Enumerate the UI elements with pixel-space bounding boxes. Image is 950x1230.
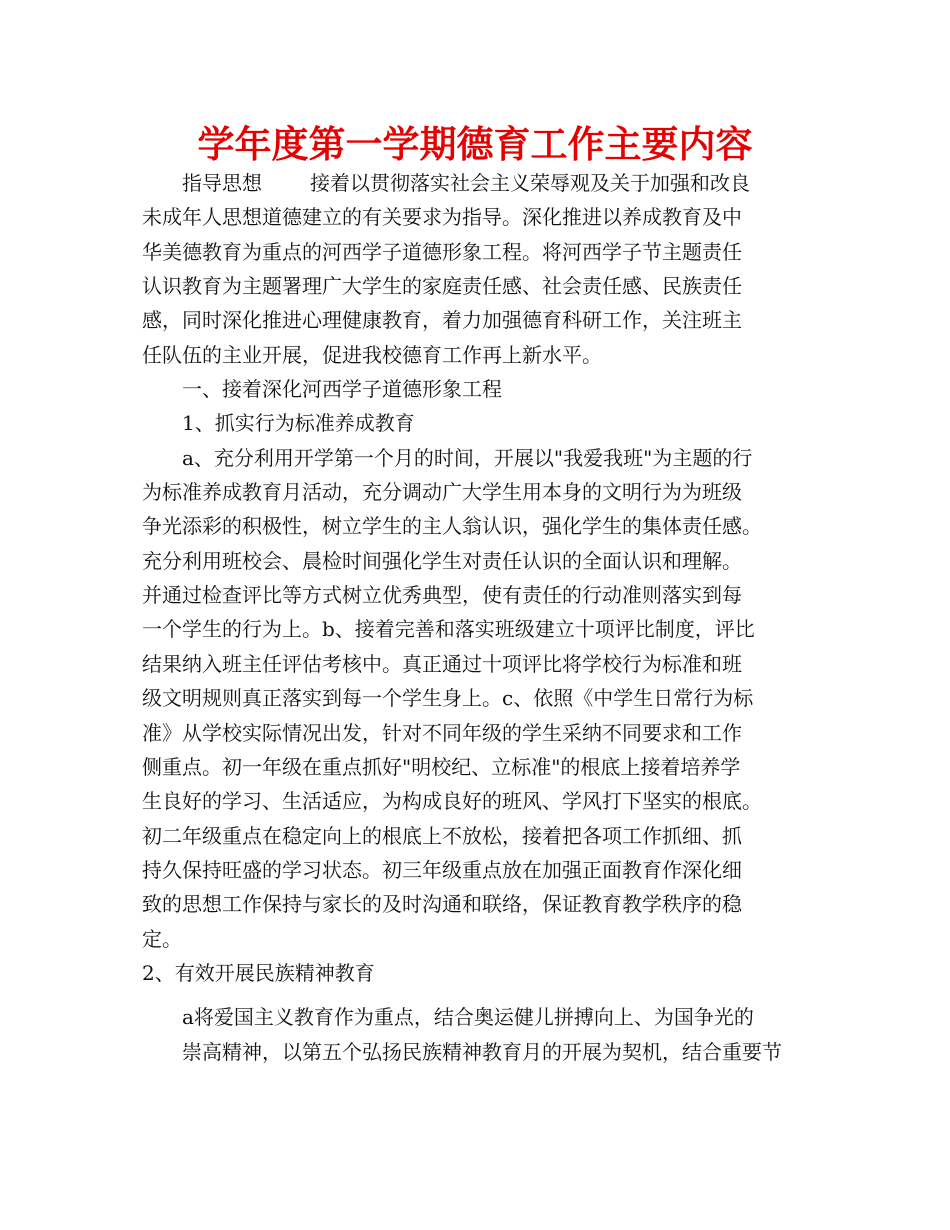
document-title: 学年度第一学期德育工作主要内容 [197, 123, 753, 166]
paragraph-line: 并通过检查评比等方式树立优秀典型，使有责任的行动准则落实到每 [142, 583, 742, 608]
subsection-heading: 1、抓实行为标准养成教育 [182, 411, 415, 436]
paragraph-line: 侧重点。初一年级在重点抓好"明校纪、立标准"的根底上接着培养学 [142, 754, 741, 779]
paragraph-line: 结果纳入班主任评估考核中。真正通过十项评比将学校行为标准和班 [142, 651, 742, 676]
guiding-thought-line [142, 166, 822, 200]
paragraph-line: 定。 [142, 926, 182, 951]
paragraph-line: 未成年人思想道德建立的有关要求为指导。深化推进以养成教育及中 [142, 205, 742, 230]
paragraph-line: 级文明规则真正落实到每一个学生身上。c、依照《中学生日常行为标 [142, 686, 754, 711]
paragraph-line: 准》从学校实际情况出发，针对不同年级的学生采纳不同要求和工作 [142, 720, 742, 745]
paragraph-line: 任队伍的主业开展，促进我校德育工作再上新水平。 [142, 342, 602, 367]
paragraph-line: 争光添彩的积极性，树立学生的主人翁认识，强化学生的集体责任感。 [142, 514, 762, 539]
paragraph-line: 为标准养成教育月活动，充分调动广大学生用本身的文明行为为班级 [142, 480, 742, 505]
guiding-thought-label: 指导思想 [182, 171, 262, 195]
paragraph-line: a、充分利用开学第一个月的时间，开展以"我爱我班"为主题的行 [182, 445, 753, 470]
paragraph-line: 认识教育为主题署理广大学生的家庭责任感、社会责任感、民族责任 [142, 274, 742, 299]
section-heading: 一、接着深化河西学子道德形象工程 [182, 377, 502, 402]
paragraph-line: 2、有效开展民族精神教育 [142, 960, 375, 985]
paragraph-line: 崇高精神，以第五个弘扬民族精神教育月的开展为契机，结合重要节 [182, 1039, 782, 1064]
paragraph-line: 华美德教育为重点的河西学子道德形象工程。将河西学子节主题责任 [142, 239, 742, 264]
paragraph-line: 一个学生的行为上。b、接着完善和落实班级建立十项评比制度，评比 [142, 617, 755, 642]
subsection-heading: a将爱国主义教育作为重点，结合奥运健儿拼搏向上、为国争光的 [182, 1005, 754, 1030]
paragraph-line: 初二年级重点在稳定向上的根底上不放松，接着把各项工作抓细、抓 [142, 823, 742, 848]
guiding-thought-text: 接着以贯彻落实社会主义荣辱观及关于加强和改良 [310, 171, 750, 195]
document-body [142, 166, 822, 1103]
paragraph-line [142, 1069, 822, 1103]
paragraph-line: 持久保持旺盛的学习状态。初三年级重点放在加强正面教育作深化细 [142, 857, 742, 882]
paragraph-line: 生良好的学习、生活适应，为构成良好的班风、学风打下坚实的根底。 [142, 789, 762, 814]
paragraph-line: 感，同时深化推进心理健康教育，着力加强德育科研工作，关注班主 [142, 308, 742, 333]
paragraph-line: 致的思想工作保持与家长的及时沟通和联络，保证教育教学秩序的稳 [142, 892, 742, 917]
paragraph-line: 充分利用班校会、晨检时间强化学生对责任认识的全面认识和理解。 [142, 548, 742, 573]
